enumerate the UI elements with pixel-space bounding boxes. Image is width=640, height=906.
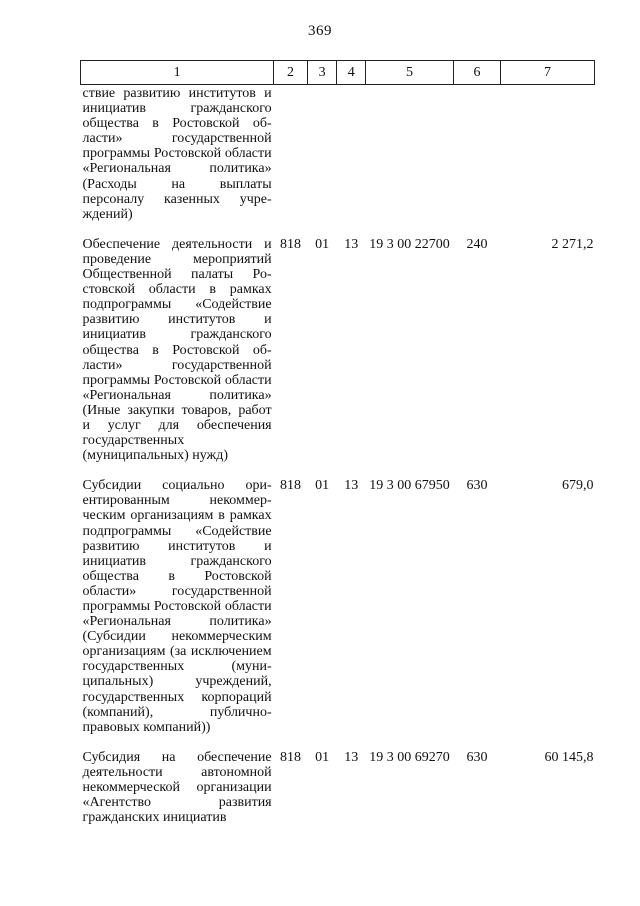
row-ministry: 818: [279, 749, 301, 765]
row-target-article: 19 3 00 67950: [369, 478, 450, 494]
table-row: [81, 237, 595, 478]
column-header-7: 7: [500, 61, 594, 85]
row-description: Субсидии социально ориентированным некоммерческим организациям в рамках подпрограммы «Содействие развитию институтов и инициатив гражданского общества в Ростовской области» государственной программы Ростовской области «Региональная политика» (Субсидии некоммерческим организациям (за исключением государственных (муниципальных) учреждений, государственных корпораций (компаний), публично-правовых компаний)): [82, 478, 272, 735]
table-row: [81, 750, 595, 825]
table-header: [81, 61, 595, 85]
row-ministry: 818: [279, 236, 301, 252]
row-expense-type: 630: [466, 749, 488, 765]
column-header-2: 2: [274, 61, 308, 85]
column-header-4: 4: [337, 61, 366, 85]
row-description: ствие развитию институтов и инициатив гражданского общества в Ростовской области» государственной программы Ростовской области «Региональная политика» (Расходы на выплаты персоналу казенных учреждений): [82, 86, 272, 222]
row-description: Обеспечение деятельности и проведение мероприятий Общественной палаты Ростовской области в рамках подпрограммы «Содействие развитию институтов и инициатив гражданского общества в Ростовской области» государственной программы Ростовской области «Региональная политика» (Иные закупки товаров, работ и услуг для обеспечения государственных (муниципальных) нужд): [82, 236, 272, 464]
row-subsection: 13: [344, 749, 359, 765]
row-section: 01: [315, 478, 330, 494]
row-description: Субсидия на обеспечение деятельности автономной некоммерческой организации «Агентство развития гражданских инициатив: [82, 749, 272, 826]
row-subsection: 13: [344, 236, 359, 252]
row-amount: [500, 85, 594, 237]
row-subsection: 13: [344, 478, 359, 494]
column-header-6: 6: [453, 61, 500, 85]
row-expense-type: [453, 85, 500, 237]
column-header-3: 3: [307, 61, 337, 85]
table-row: [81, 478, 595, 750]
row-section: 01: [315, 749, 330, 765]
table-row: [81, 85, 595, 237]
row-subsection: [337, 85, 366, 237]
row-ministry: 818: [279, 478, 301, 494]
row-amount: 2 271,2: [551, 236, 594, 252]
budget-table: [80, 60, 595, 825]
page-number: 369: [308, 23, 332, 39]
row-ministry: [274, 85, 308, 237]
column-header-5: 5: [366, 61, 454, 85]
row-expense-type: 630: [466, 478, 488, 494]
row-amount: 679,0: [562, 478, 594, 494]
row-target-article: 19 3 00 22700: [369, 236, 450, 252]
row-target-article: [366, 85, 454, 237]
row-section: 01: [315, 236, 330, 252]
table-body: [81, 85, 595, 826]
row-amount: 60 145,8: [544, 749, 594, 765]
row-section: [307, 85, 337, 237]
row-expense-type: 240: [466, 236, 488, 252]
header-row: [81, 61, 595, 85]
row-target-article: 19 3 00 69270: [369, 749, 450, 765]
column-header-1: 1: [81, 61, 274, 85]
